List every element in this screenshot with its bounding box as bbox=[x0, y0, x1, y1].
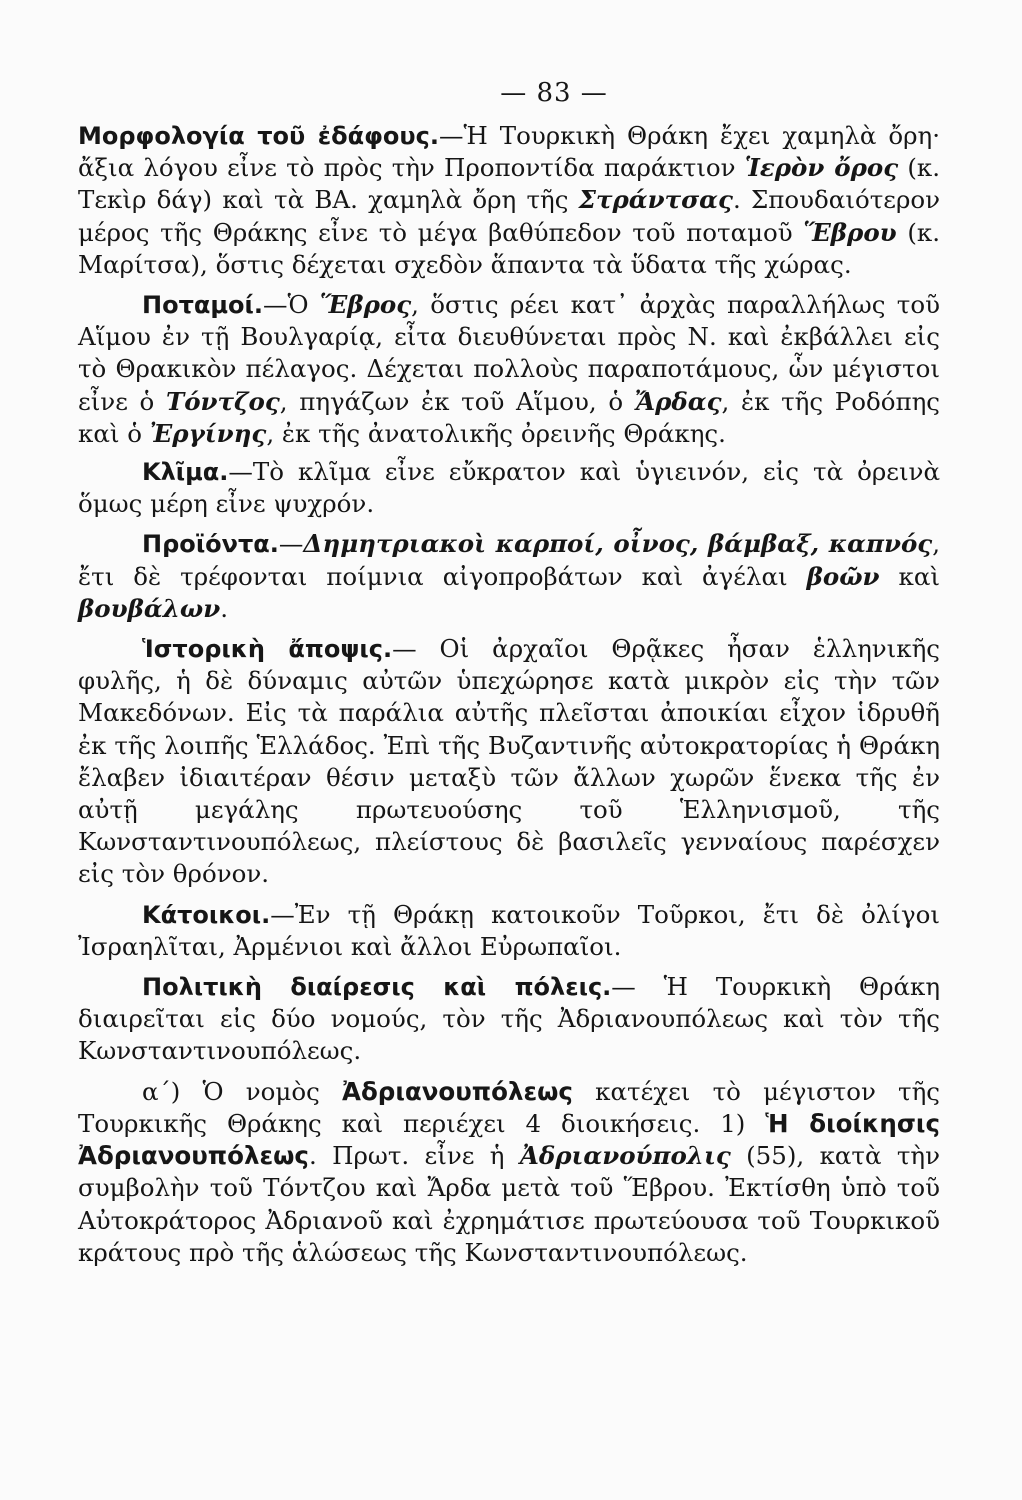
text: (κ. Μαρίτσα), ὅστις δέχεται σχεδὸν ἅπαντα τὰ ὕδατα τῆς χώρας. bbox=[78, 217, 941, 279]
paragraph-climate bbox=[78, 456, 940, 520]
text: . Σπουδαιότερον μέρος τῆς Θράκης εἶνε τὸ μέγα βαθύπεδον τοῦ ποταμοῦ bbox=[78, 185, 940, 247]
text: — Ἡ Τουρκικὴ Θράκη διαιρεῖται εἰς δύο νομούς, τὸν τῆς Ἀδριανουπόλεως καὶ τὸν τῆς Κωνσταντινουπόλεως. bbox=[78, 972, 941, 1066]
river-name: Ἐργίνης bbox=[149, 418, 267, 448]
text: . bbox=[220, 593, 229, 623]
heading-rivers: Ποταμοί. bbox=[142, 291, 263, 320]
place-name: Στράντσας bbox=[578, 185, 733, 215]
page-number: — 83 — bbox=[500, 78, 608, 108]
river-name: Τόντζος bbox=[165, 386, 280, 416]
text: —Τὸ κλῖμα εἶνε εὔκρατον καὶ ὑγιεινόν, εἰς τὰ ὀρεινὰ ὅμως μέρη εἶνε ψυχρόν. bbox=[78, 457, 940, 519]
heading-climate: Κλῖμα. bbox=[142, 458, 229, 487]
product-list: Δημητριακοὶ καρποί, οἶνος, βάμβαξ, καπνός bbox=[303, 529, 933, 559]
text: , ὅστις ρέει κατ᾽ ἀρχὰς παραλλήλως τοῦ Αἵμου ἐν τῇ Βουλγαρίᾳ, εἶτα διευθύνεται πρὸς Ν. καὶ ἐκβάλλει εἰς τὸ Θρακικὸν πέλαγος. Δέχεται πολλοὺς παραποτάμους, ὧν μέγιστοι εἶνε ὁ bbox=[78, 290, 941, 416]
text: κατέχει τὸ μέγιστον τῆς Τουρκικῆς Θράκης καὶ περιέχει 4 διοικήσεις. 1) bbox=[78, 1076, 941, 1138]
text: , πηγάζων ἐκ τοῦ Αἵμου, ὁ bbox=[279, 386, 635, 416]
paragraph-products bbox=[78, 528, 940, 625]
heading-political-division: Πολιτικὴ διαίρεσις καὶ πόλεις. bbox=[142, 973, 612, 1002]
heading-history: Ἱστορικὴ ἄποψις. bbox=[142, 635, 393, 664]
text: — bbox=[278, 529, 304, 559]
text: —Ἡ Τουρκικὴ Θράκη ἔχει χαμηλὰ ὄρη· ἄξια λόγου εἶνε τὸ πρὸς τὴν Προποντίδα παράκτιον bbox=[78, 121, 941, 183]
text: (κ. Τεκὶρ δάγ) καὶ τὰ ΒΑ. χαμηλὰ ὄρη τῆς bbox=[78, 153, 941, 215]
place-name: Ἱερὸν ὄρος bbox=[744, 153, 899, 183]
product-name: βουβάλων bbox=[78, 593, 221, 623]
district-name: Ἡ διοίκησις Ἀδριανουπόλεως bbox=[78, 1108, 940, 1171]
paragraph-political-division bbox=[78, 971, 940, 1068]
text: —Ἐν τῇ Θράκῃ κατοικοῦν Τοῦρκοι, ἔτι δὲ ὀλίγοι Ἰσραηλῖται, Ἀρμένιοι καὶ ἄλλοι Εὐρωπαῖοι. bbox=[78, 899, 940, 961]
heading-products: Προϊόντα. bbox=[142, 530, 279, 559]
prefecture-name: Ἀδριανουπόλεως bbox=[342, 1076, 573, 1106]
text: (55), κατὰ τὴν συμβολὴν τοῦ Τόντζου καὶ Ἄρδα μετὰ τοῦ Ἕβρου. Ἐκτίσθη ὑπὸ τοῦ Αὐτοκράτορος Ἀδριανοῦ καὶ ἐχρημάτισε πρωτεύουσα τοῦ Τουρκικοῦ κράτους πρὸ τῆς ἁλώσεως τῆς Κωνσταντινουπόλεως. bbox=[78, 1141, 941, 1267]
text: —Ὁ bbox=[263, 290, 320, 320]
text: , ἐκ τῆς ἀνατολικῆς ὀρεινῆς Θράκης. bbox=[266, 418, 726, 448]
paragraph-rivers bbox=[78, 289, 940, 450]
heading-inhabitants: Κάτοικοι. bbox=[142, 900, 271, 929]
text: α´) Ὁ νομὸς bbox=[142, 1076, 343, 1106]
place-name: Ἕβρου bbox=[803, 217, 897, 247]
paragraph-inhabitants bbox=[78, 899, 940, 963]
paragraph-morphology bbox=[78, 120, 940, 281]
text: — Οἱ ἀρχαῖοι Θρᾷκες ἦσαν ἑλληνικῆς φυλῆς, ἡ δὲ δύναμις αὐτῶν ὑπεχώρησε κατὰ μικρὸν εἰς τὴν τῶν Μακεδόνων. Εἰς τὰ παράλια αὐτῆς πλεῖσται ἀποικίαι εἶχον ἱδρυθῆ ἐκ τῆς λοιπῆς Ἑλλάδος. Ἐπὶ τῆς Βυζαντινῆς αὐτοκρατορίας ἡ Θράκη ἔλαβεν ἰδιαιτέραν θέσιν μεταξὺ τῶν ἄλλων χωρῶν ἕνεκα τῆς ἐν αὐτῇ μεγάλης πρωτευούσης τοῦ Ἑλληνισμοῦ, τῆς Κωνσταντινουπόλεως, πλείστους δὲ βασιλεῖς γενναίους παρέσχεν εἰς τὸν θρόνον. bbox=[78, 634, 940, 889]
text: . Πρωτ. εἶνε ἡ bbox=[308, 1141, 520, 1171]
text: , ἔτι δὲ τρέφονται ποίμνια αἰγοπροβάτων καὶ ἀγέλαι bbox=[78, 529, 940, 591]
product-name: βοῶν bbox=[806, 561, 880, 591]
paragraph-prefecture bbox=[78, 1076, 940, 1269]
city-name: Ἀδριανούπολις bbox=[519, 1141, 731, 1171]
paragraph-history bbox=[78, 633, 940, 891]
river-name: Ἕβρος bbox=[319, 290, 412, 320]
text: καὶ bbox=[879, 561, 940, 591]
text: , ἐκ τῆς Ροδόπης καὶ ὁ bbox=[78, 386, 940, 448]
heading-morphology: Μορφολογία τοῦ ἐδάφους. bbox=[78, 122, 439, 150]
river-name: Ἄρδας bbox=[634, 386, 722, 416]
